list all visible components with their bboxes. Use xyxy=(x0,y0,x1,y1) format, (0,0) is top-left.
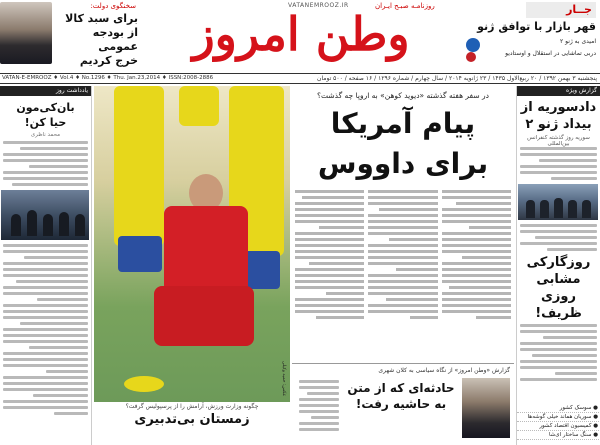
player-yellow xyxy=(179,86,219,126)
photo-caption[interactable] xyxy=(94,403,290,427)
section-tag: یادداشت روز xyxy=(0,86,91,96)
right-promo-row: دربی تماشایی در استقلال و اوستادیو xyxy=(505,50,596,57)
team-badge-icon xyxy=(466,38,480,52)
syria-kicker: سوریه روز گذشته کنفرانس بین‌المللی xyxy=(527,135,590,147)
left-promo-headline: برای سبد کالا از بودجه عمومی خرج کردیم xyxy=(65,12,138,67)
jar-brand: جــار xyxy=(526,2,596,18)
sub-story[interactable] xyxy=(292,363,514,445)
byline: محمد ناظری xyxy=(30,132,61,138)
section-tag: گزارش ویژه xyxy=(517,86,600,96)
newspaper-logo: وطن امروز xyxy=(192,7,410,61)
official-photo xyxy=(462,378,510,438)
syria-headline: دادسوریه از بیداد ژنو ۲ xyxy=(520,100,597,132)
caption-headline: زمستان بی‌تدبیری xyxy=(134,412,250,427)
opinion-headline: بان‌کی‌مون حیا کن! xyxy=(16,101,75,129)
right-promo-headline: قهر بازار با توافق ژنو xyxy=(477,20,596,33)
logo-area[interactable] xyxy=(140,0,462,66)
spokesman-photo xyxy=(0,2,52,64)
main-text xyxy=(292,190,514,340)
main-kicker: در سفر هفته گذشته «دیوید کوهن» به اروپا چه گذشت؟ xyxy=(317,91,489,100)
football-photo[interactable] xyxy=(94,86,290,402)
issue-date: پنجشنبه ۳ بهمن ۱۳۹۲ / ۲۰ ربیع‌الاول ۱۴۳۵ / ۲۳ ژانویه ۲۰۱۴ / سال چهارم / شماره ۱۲۹۶ / ۱۶ صفحه / ۵۰۰ تومان xyxy=(317,75,597,82)
masthead xyxy=(0,0,600,66)
player-shorts xyxy=(118,236,162,272)
conference-photo xyxy=(518,184,598,220)
date-strip xyxy=(0,73,600,84)
sock xyxy=(124,376,164,392)
caption-kicker: چگونه وزارت ورزش، آرامش را از پرسپولیس گرفت؟ xyxy=(125,403,259,410)
article-text xyxy=(0,244,91,415)
sub-kicker: گزارش «وطن امروز» از نگاه سیاسی به کلان شهری xyxy=(378,367,510,374)
issue-info: VATAN-E-EMROOZ ♦ Vol.4 ♦ No.1296 ♦ Thu. Jan.23,2014 ♦ ISSN:2008-2886 xyxy=(2,75,214,81)
article-text xyxy=(517,147,600,180)
player-red xyxy=(164,206,248,296)
main-story[interactable] xyxy=(292,86,514,445)
article-text xyxy=(517,224,600,251)
right-column[interactable] xyxy=(516,86,600,445)
site-url: VATANEMROOZ.IR xyxy=(288,2,349,9)
right-promo-row: امیدی به ژنو ۲ xyxy=(559,38,596,45)
zarif-headline: روزگارکی مشابی روزی ظریف! xyxy=(526,255,591,321)
article-text xyxy=(517,324,600,381)
player-yellow xyxy=(114,86,164,246)
main-headline: پیام آمریکا برای داووس xyxy=(317,107,489,180)
photo-credit: عکس: حمید وکیلی xyxy=(281,360,286,396)
news-briefs xyxy=(517,404,600,440)
un-meeting-photo xyxy=(1,190,89,240)
left-promo-kicker: سخنگوی دولت: xyxy=(90,2,136,10)
list-item[interactable]: ● سنگ ساختار ای‌شا xyxy=(517,431,600,440)
list-item[interactable]: ● سوسک کشور xyxy=(517,404,600,413)
left-promo[interactable] xyxy=(0,0,138,66)
logo-tagline: روزنامـه صبـح ایـران xyxy=(375,2,435,10)
right-promo[interactable] xyxy=(462,0,600,66)
article-text xyxy=(0,141,91,186)
left-column[interactable] xyxy=(0,86,92,445)
list-item[interactable]: ● کمیسیون اقتصاد کشور xyxy=(517,422,600,431)
list-item[interactable]: ● سوریان هماند خیلی گوشه‌ها xyxy=(517,413,600,422)
article-text xyxy=(296,380,342,434)
team-badge-icon xyxy=(466,52,476,62)
sub-headline: حادثه‌ای که از متن به حاشیه رفت! xyxy=(347,381,455,411)
player-red xyxy=(154,286,254,346)
